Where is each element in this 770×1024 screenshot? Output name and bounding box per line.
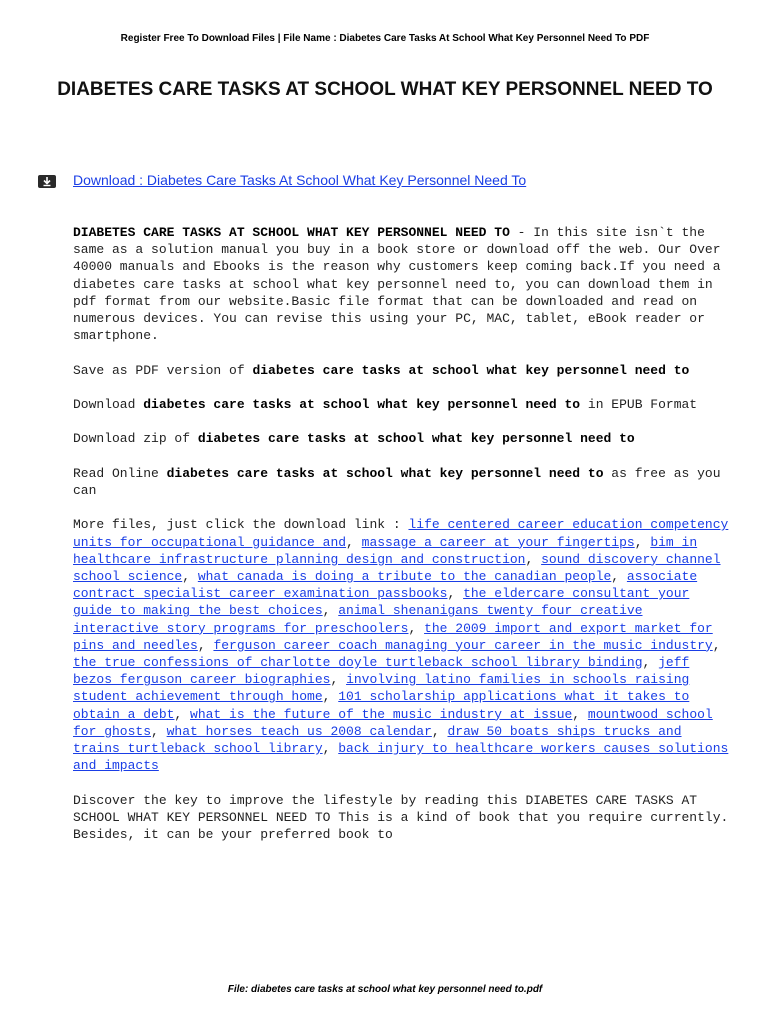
online-paragraph: [73, 465, 733, 499]
epub-prefix: Download: [73, 397, 144, 412]
more-file-link[interactable]: the true confessions of charlotte doyle turtleback school library binding: [73, 655, 643, 670]
more-files-prefix: More files, just click the download link :: [73, 517, 409, 533]
discover-paragraph: Discover the key to improve the lifestyle by reading this DIABETES CARE TASKS AT SCHOOL WHAT KEY PERSONNEL NEED TO This is a kind of book that you require currently. Besides, it can be your preferred book to: [73, 792, 729, 843]
intro-title: DIABETES CARE TASKS AT SCHOOL WHAT KEY PERSONNEL NEED TO: [73, 225, 510, 240]
more-file-link[interactable]: involving latino families in schools raising student achievement through home: [73, 672, 690, 705]
download-link[interactable]: Download : Diabetes Care Tasks At School What Key Personnel Need To: [73, 172, 527, 188]
more-file-link[interactable]: the 2009 import and export market for pins and needles: [73, 620, 713, 653]
document-body: [73, 224, 733, 860]
more-file-link[interactable]: animal shenanigans twenty four creative interactive story programs for preschoolers: [73, 603, 643, 636]
more-file-link[interactable]: back injury to healthcare workers causes solutions and impacts: [73, 741, 729, 774]
intro-paragraph: [73, 224, 733, 344]
more-file-link[interactable]: 101 scholarship applications what it takes to obtain a debt: [73, 689, 690, 722]
zip-keyword: diabetes care tasks at school what key personnel need to: [197, 431, 635, 447]
more-file-link[interactable]: the eldercare consultant your guide to making the best choices: [73, 586, 690, 619]
more-file-link[interactable]: massage a career at your fingertips: [361, 534, 635, 550]
save-pdf-prefix: Save as PDF version of: [73, 362, 253, 378]
epub-paragraph: [73, 396, 733, 413]
more-file-link[interactable]: life centered career education competency units for occupational guidance and: [73, 517, 729, 550]
more-file-link[interactable]: ferguson career coach managing your career in the music industry: [213, 637, 713, 653]
more-file-link[interactable]: bim in healthcare infrastructure planning design and construction: [73, 534, 698, 567]
more-file-link[interactable]: associate contract specialist career examination passbooks: [73, 568, 698, 602]
more-file-link[interactable]: sound discovery channel school science: [73, 551, 721, 584]
online-suffix: as free as you can: [73, 465, 721, 498]
save-pdf-keyword: diabetes care tasks at school what key personnel need to: [252, 362, 690, 378]
page-title: DIABETES CARE TASKS AT SCHOOL WHAT KEY PERSONNEL NEED TO: [57, 79, 713, 100]
zip-prefix: Download zip of: [73, 431, 198, 447]
epub-suffix: in EPUB Format: [580, 397, 698, 412]
more-file-link[interactable]: jeff bezos ferguson career biographies: [73, 655, 690, 688]
epub-keyword: diabetes care tasks at school what key personnel need to: [143, 397, 581, 412]
more-file-link[interactable]: mountwood school for ghosts: [73, 706, 713, 739]
more-files-paragraph: More files, just click the download link : life centered career education competency units for occupational guidance and, massage a career at your fingertips, bim in healthcare infrastructure planning design and construction, sound discovery channel school science, what canada is doing a tribute to the canadian people, associate contract specialist career examination passbooks, the eldercare consultant your guide to making the best choices, animal shenanigans twenty four creative interactive story programs for preschoolers, the 2009 import and export market for pins and needles, ferguson career coach managing your career in the music industry, the true confessions of charlotte doyle turtleback school library binding, jeff bezos ferguson career biographies, involving latino families in schools raising student achievement through home, 101 scholarship applications what it takes to obtain a debt, what is the future of the music industry at issue, mountwood school for ghosts, what horses teach us 2008 calendar, draw 50 boats ships trucks and trains turtleback school library, back injury to healthcare workers causes solutions and impacts: [73, 517, 729, 774]
download-icon[interactable]: [38, 175, 56, 188]
online-prefix: Read Online: [73, 465, 167, 481]
download-row: [38, 172, 738, 192]
more-file-link[interactable]: what canada is doing a tribute to the canadian people: [197, 568, 612, 584]
zip-paragraph: [73, 430, 733, 447]
more-file-link[interactable]: draw 50 boats ships trucks and trains turtleback school library: [73, 723, 682, 757]
more-file-link[interactable]: what is the future of the music industry at issue: [190, 706, 573, 722]
save-pdf-paragraph: [73, 362, 733, 379]
intro-text: - In this site isn`t the same as a solution manual you buy in a book store or download off the web. Our Over 40000 manuals and Ebooks is the reason why customers keep coming back.If you need a diabetes care tasks at school what key personnel need to, you can download them in pdf format from our website.Basic file format that can be downloaded and read on numerous devices. You can revise this using your PC, MAC, tablet, eBook reader or smartphone.: [73, 225, 721, 344]
page-footer: File: diabetes care tasks at school what key personnel need to.pdf: [227, 984, 543, 995]
more-file-link[interactable]: what horses teach us 2008 calendar: [166, 723, 432, 739]
online-keyword: diabetes care tasks at school what key personnel need to: [166, 465, 604, 481]
page-header: Register Free To Download Files | File Name : Diabetes Care Tasks At School What Key Personnel Need To PDF: [120, 33, 650, 44]
